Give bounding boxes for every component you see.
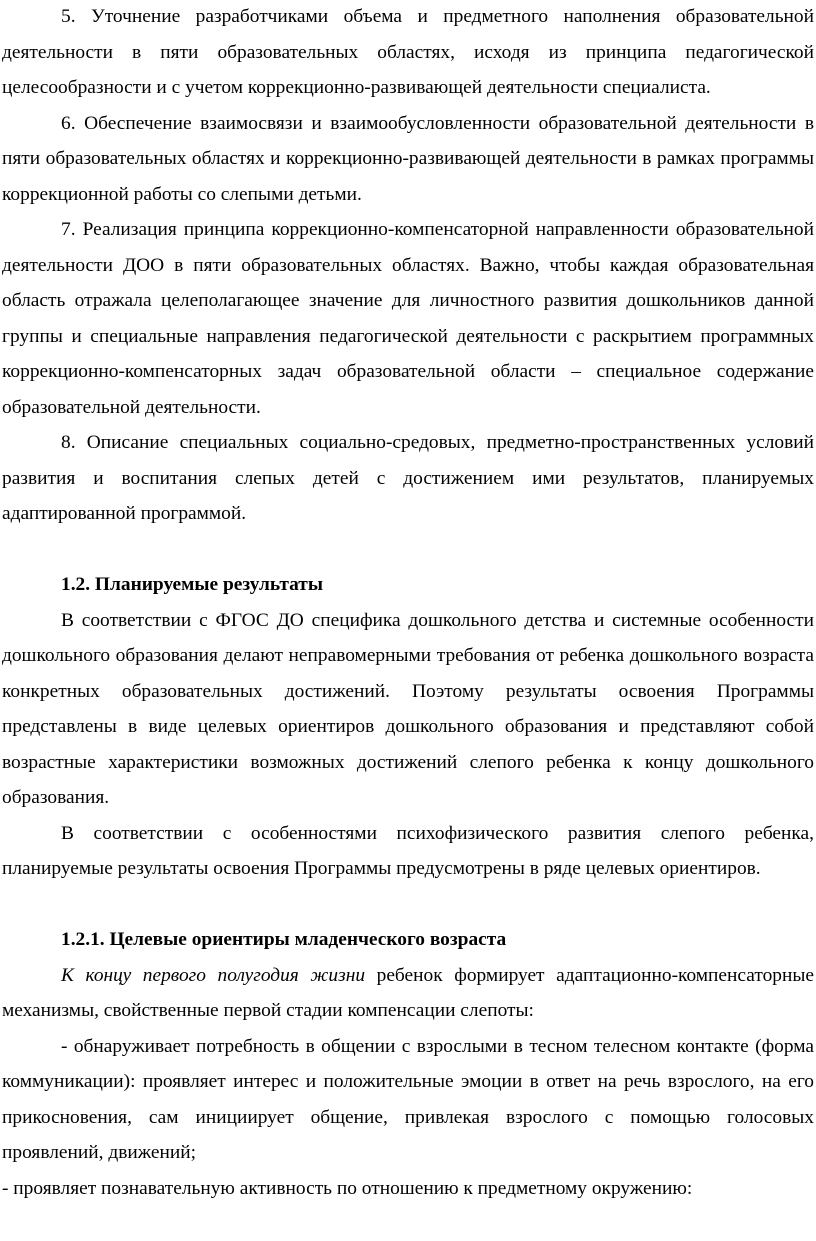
list-number: 8.: [61, 432, 76, 453]
list-item-text: Обеспечение взаимосвязи и взаимообусловленности образовательной деятельности в пяти образовательных областях и коррекционно-развивающей деятельности в рамках программы коррекционной работы со слепыми детьми.: [2, 112, 814, 205]
section-heading-1-2-1: 1.2.1. Целевые ориентиры младенческого возраста: [61, 929, 507, 950]
spacer: [2, 887, 814, 923]
paragraph-intro: [2, 958, 814, 1029]
intro-text: ребенок формирует адаптационно-компенсаторные механизмы, свойственные первой стадии компенсации слепоты:: [2, 964, 814, 1021]
list-item-5: [2, 0, 814, 106]
section-heading-1-2: 1.2. Планируемые результаты: [61, 574, 323, 595]
bullet-item: - проявляет познавательную активность по отношению к предметному окружению:: [2, 1177, 693, 1199]
list-number: 7.: [61, 219, 76, 240]
list-item-7: [2, 212, 814, 425]
italic-phrase: К концу первого полугодия жизни: [61, 964, 366, 986]
list-item-8: [2, 425, 814, 532]
bullet-item: - обнаруживает потребность в общении с взрослыми в тесном телесном контакте (форма коммуникации): проявляет интерес и положительные эмоции в ответ на речь взрослого, на его прикосновения, сам инициирует общение, привлекая взрослого с помощью голосовых проявлений, движений;: [2, 1035, 814, 1163]
list-item-6: [2, 106, 814, 213]
list-number: 5.: [61, 6, 76, 27]
list-item-text: Уточнение разработчиками объема и предметного наполнения образовательной деятельности в пяти образовательных областях, исходя из принципа педагогической целесообразности и с учетом коррекционно-развивающей деятельности специалиста.: [2, 6, 814, 98]
list-item-text: Описание специальных социально-средовых, предметно-пространственных условий развития и воспитания слепых детей с достижением ими результатов, планируемых адаптированной программой.: [2, 432, 814, 524]
paragraph: В соответствии с особенностями психофизического развития слепого ребенка, планируемые результаты освоения Программы предусмотрены в ряде целевых ориентиров.: [2, 822, 814, 879]
list-item-text: Реализация принципа коррекционно-компенсаторной направленности образовательной деятельности ДОО в пяти образовательных областях. Важно, чтобы каждая образовательная область отражала целеполагающее значение для личностного развития дошкольников данной группы и специальные направления педагогической деятельности с раскрытием программных коррекционно-компенсаторных задач образовательной области – специальное содержание образовательной деятельности.: [2, 219, 814, 418]
list-number: 6.: [61, 112, 76, 134]
document-page: [2, 0, 814, 1206]
paragraph: В соответствии с ФГОС ДО специфика дошкольного детства и системные особенности дошкольного образования делают неправомерными требования от ребенка дошкольного возраста конкретных образовательных достижений. Поэтому результаты освоения Программы представлены в виде целевых ориентиров дошкольного образования и представляют собой возрастные характеристики возможных достижений слепого ребенка к концу дошкольного образования.: [2, 609, 814, 808]
spacer: [2, 532, 814, 568]
